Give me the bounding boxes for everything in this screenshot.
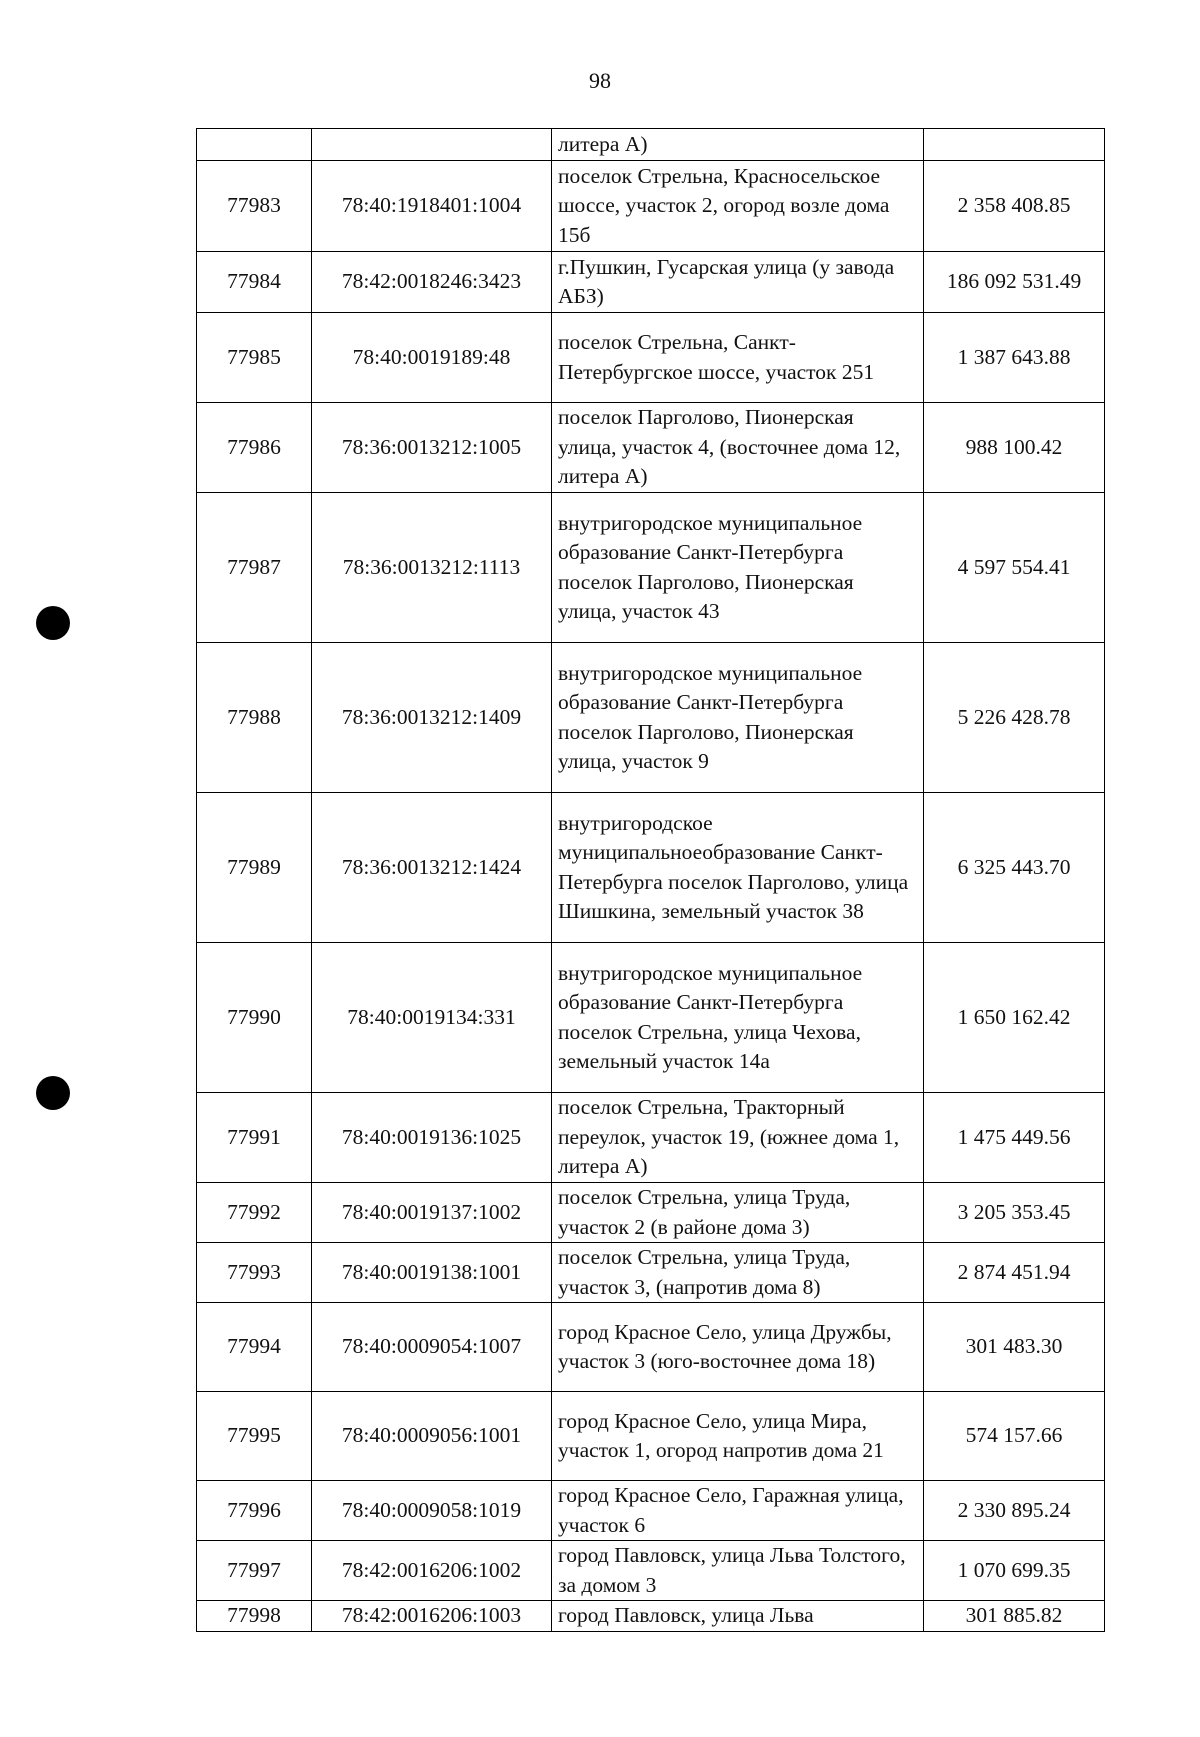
cadastral-number: 78:36:0013212:1113 xyxy=(312,493,552,643)
address: внутригородское муниципальное образование Санкт-Петербурга поселок Стрельна, улица Чехова, земельный участок 14а xyxy=(552,943,924,1093)
cadastral-number: 78:40:0019136:1025 xyxy=(312,1093,552,1183)
row-number: 77994 xyxy=(197,1303,312,1392)
row-number: 77997 xyxy=(197,1541,312,1601)
table-row xyxy=(197,793,1105,943)
row-number xyxy=(197,129,312,161)
cadastral-number: 78:40:0009054:1007 xyxy=(312,1303,552,1392)
address: поселок Стрельна, Красносельское шоссе, участок 2, огород возле дома 15б xyxy=(552,161,924,252)
cadastral-number: 78:40:0019134:331 xyxy=(312,943,552,1093)
table-row xyxy=(197,1392,1105,1481)
cadastral-number: 78:40:0009058:1019 xyxy=(312,1481,552,1541)
table-row xyxy=(197,252,1105,313)
table-row xyxy=(197,313,1105,403)
cadastral-value: 2 358 408.85 xyxy=(924,161,1105,252)
row-number: 77995 xyxy=(197,1392,312,1481)
address: г.Пушкин, Гусарская улица (у завода АБЗ) xyxy=(552,252,924,313)
table-row xyxy=(197,1541,1105,1601)
cadastral-value: 1 475 449.56 xyxy=(924,1093,1105,1183)
address: поселок Стрельна, Тракторный переулок, участок 19, (южнее дома 1, литера А) xyxy=(552,1093,924,1183)
address: поселок Стрельна, улица Труда, участок 3, (напротив дома 8) xyxy=(552,1243,924,1303)
row-number: 77992 xyxy=(197,1183,312,1243)
cadastral-value: 2 330 895.24 xyxy=(924,1481,1105,1541)
cadastral-number: 78:36:0013212:1005 xyxy=(312,403,552,493)
land-plot-table xyxy=(196,128,1105,1632)
cadastral-value: 574 157.66 xyxy=(924,1392,1105,1481)
cadastral-value: 6 325 443.70 xyxy=(924,793,1105,943)
cadastral-value: 3 205 353.45 xyxy=(924,1183,1105,1243)
table-row xyxy=(197,943,1105,1093)
address: город Павловск, улица Льва xyxy=(552,1601,924,1632)
table-row xyxy=(197,643,1105,793)
table-row xyxy=(197,1243,1105,1303)
row-number: 77985 xyxy=(197,313,312,403)
table-row xyxy=(197,403,1105,493)
table-row xyxy=(197,129,1105,161)
row-number: 77988 xyxy=(197,643,312,793)
table-row xyxy=(197,161,1105,252)
cadastral-number: 78:40:0009056:1001 xyxy=(312,1392,552,1481)
cadastral-value xyxy=(924,129,1105,161)
punch-hole-dot xyxy=(36,606,70,640)
address: внутригородское муниципальное образование Санкт-Петербурга поселок Парголово, Пионерская улица, участок 9 xyxy=(552,643,924,793)
cadastral-number: 78:36:0013212:1409 xyxy=(312,643,552,793)
page-number: 98 xyxy=(589,68,611,93)
row-number: 77990 xyxy=(197,943,312,1093)
address: внутригородское муниципальное образование Санкт-Петербурга поселок Парголово, Пионерская улица, участок 43 xyxy=(552,493,924,643)
table-row xyxy=(197,1183,1105,1243)
cadastral-value: 186 092 531.49 xyxy=(924,252,1105,313)
table-body xyxy=(197,129,1105,1632)
row-number: 77987 xyxy=(197,493,312,643)
punch-hole-dot xyxy=(36,1076,70,1110)
cadastral-number: 78:42:0016206:1003 xyxy=(312,1601,552,1632)
row-number: 77993 xyxy=(197,1243,312,1303)
address: поселок Стрельна, Санкт-Петербургское шоссе, участок 251 xyxy=(552,313,924,403)
row-number: 77991 xyxy=(197,1093,312,1183)
cadastral-number: 78:42:0016206:1002 xyxy=(312,1541,552,1601)
table-row xyxy=(197,493,1105,643)
cadastral-value: 1 387 643.88 xyxy=(924,313,1105,403)
table-row xyxy=(197,1601,1105,1632)
address: город Красное Село, улица Дружбы, участок 3 (юго-восточнее дома 18) xyxy=(552,1303,924,1392)
table-row xyxy=(197,1303,1105,1392)
row-number: 77989 xyxy=(197,793,312,943)
cadastral-value: 2 874 451.94 xyxy=(924,1243,1105,1303)
cadastral-number: 78:40:1918401:1004 xyxy=(312,161,552,252)
table-row xyxy=(197,1093,1105,1183)
address: поселок Стрельна, улица Труда, участок 2 (в районе дома 3) xyxy=(552,1183,924,1243)
cadastral-value: 4 597 554.41 xyxy=(924,493,1105,643)
cadastral-value: 1 070 699.35 xyxy=(924,1541,1105,1601)
cadastral-number: 78:40:0019138:1001 xyxy=(312,1243,552,1303)
row-number: 77984 xyxy=(197,252,312,313)
row-number: 77986 xyxy=(197,403,312,493)
cadastral-number: 78:40:0019137:1002 xyxy=(312,1183,552,1243)
row-number: 77996 xyxy=(197,1481,312,1541)
address: литера А) xyxy=(552,129,924,161)
cadastral-value: 5 226 428.78 xyxy=(924,643,1105,793)
cadastral-value: 988 100.42 xyxy=(924,403,1105,493)
cadastral-value: 301 885.82 xyxy=(924,1601,1105,1632)
address: город Красное Село, улица Мира, участок 1, огород напротив дома 21 xyxy=(552,1392,924,1481)
address: город Павловск, улица Льва Толстого, за домом 3 xyxy=(552,1541,924,1601)
table-row xyxy=(197,1481,1105,1541)
cadastral-value: 301 483.30 xyxy=(924,1303,1105,1392)
cadastral-number: 78:40:0019189:48 xyxy=(312,313,552,403)
cadastral-number: 78:42:0018246:3423 xyxy=(312,252,552,313)
address: поселок Парголово, Пионерская улица, участок 4, (восточнее дома 12, литера А) xyxy=(552,403,924,493)
row-number: 77983 xyxy=(197,161,312,252)
cadastral-number xyxy=(312,129,552,161)
address: город Красное Село, Гаражная улица, участок 6 xyxy=(552,1481,924,1541)
cadastral-value: 1 650 162.42 xyxy=(924,943,1105,1093)
cadastral-number: 78:36:0013212:1424 xyxy=(312,793,552,943)
row-number: 77998 xyxy=(197,1601,312,1632)
address: внутригородское муниципальноеобразование Санкт-Петербурга поселок Парголово, улица Шишкина, земельный участок 38 xyxy=(552,793,924,943)
